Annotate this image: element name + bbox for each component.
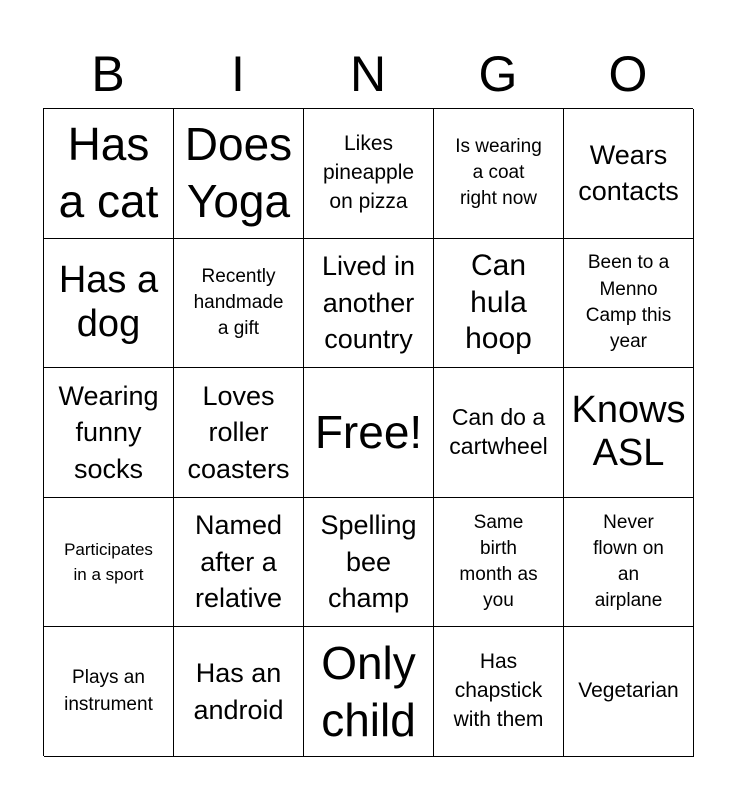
cell-text: Never flown on an airplane (593, 511, 664, 612)
bingo-cell[interactable] (434, 368, 564, 498)
cell-text: Been to a Menno Camp this year (585, 252, 672, 353)
free-space-cell[interactable] (304, 368, 434, 498)
cell-text: Named after a relative (194, 510, 283, 614)
cell-text: Wears contacts (578, 139, 679, 207)
cell-text: Can do a cartwheel (449, 403, 548, 460)
bingo-cell[interactable] (434, 109, 564, 239)
cell-text: Vegetarian (578, 679, 679, 703)
free-space-text: Free! (314, 405, 423, 458)
cell-text: Does Yoga (184, 118, 293, 228)
cell-text: Spelling bee champ (320, 510, 417, 614)
header-letter-i: I (231, 46, 245, 102)
header-letter-o: O (608, 46, 648, 102)
bingo-cell[interactable] (174, 109, 304, 239)
cell-text: Recently handmade a gift (193, 265, 284, 339)
bingo-cell[interactable] (304, 239, 434, 369)
bingo-cell[interactable] (304, 498, 434, 628)
cell-text: Plays an instrument (64, 667, 153, 715)
bingo-cell[interactable] (44, 368, 174, 498)
bingo-cell[interactable] (564, 498, 694, 628)
cell-text: Has an android (193, 658, 284, 725)
cell-text: Is wearing a coat right now (455, 135, 542, 210)
cell-text: Only child (321, 636, 416, 746)
cell-text: Lived in another country (321, 251, 416, 355)
header-letter-g: G (478, 46, 518, 102)
cell-text: Wearing funny socks (58, 380, 159, 484)
bingo-cell[interactable] (434, 627, 564, 757)
cell-text: Loves roller coasters (187, 380, 290, 484)
cell-text: Has a dog (58, 259, 159, 345)
cell-text: Same birth month as you (459, 511, 538, 612)
cell-text: Has chapstick with them (453, 650, 544, 732)
bingo-cell[interactable] (304, 109, 434, 239)
cell-text: Participates in a sport (64, 539, 153, 585)
cell-text: Knows ASL (571, 388, 686, 475)
header-letter-b: B (91, 46, 125, 102)
bingo-cell[interactable] (564, 627, 694, 757)
bingo-cell[interactable] (174, 239, 304, 369)
bingo-cell[interactable] (44, 627, 174, 757)
cell-text: Has a cat (58, 118, 159, 228)
bingo-header (43, 40, 693, 108)
bingo-cell[interactable] (174, 368, 304, 498)
bingo-board (43, 108, 693, 756)
bingo-cell[interactable] (44, 109, 174, 239)
bingo-cell[interactable] (564, 368, 694, 498)
bingo-cell[interactable] (304, 627, 434, 757)
header-letter-n: N (349, 46, 387, 102)
cell-text: Likes pineapple on pizza (322, 131, 415, 213)
bingo-cell[interactable] (174, 498, 304, 628)
bingo-cell[interactable] (434, 498, 564, 628)
bingo-cell[interactable] (564, 239, 694, 369)
bingo-cell[interactable] (564, 109, 694, 239)
bingo-cell[interactable] (44, 239, 174, 369)
bingo-cell[interactable] (434, 239, 564, 369)
cell-text: Can hula hoop (465, 249, 532, 356)
bingo-cell[interactable] (44, 498, 174, 628)
bingo-cell[interactable] (174, 627, 304, 757)
